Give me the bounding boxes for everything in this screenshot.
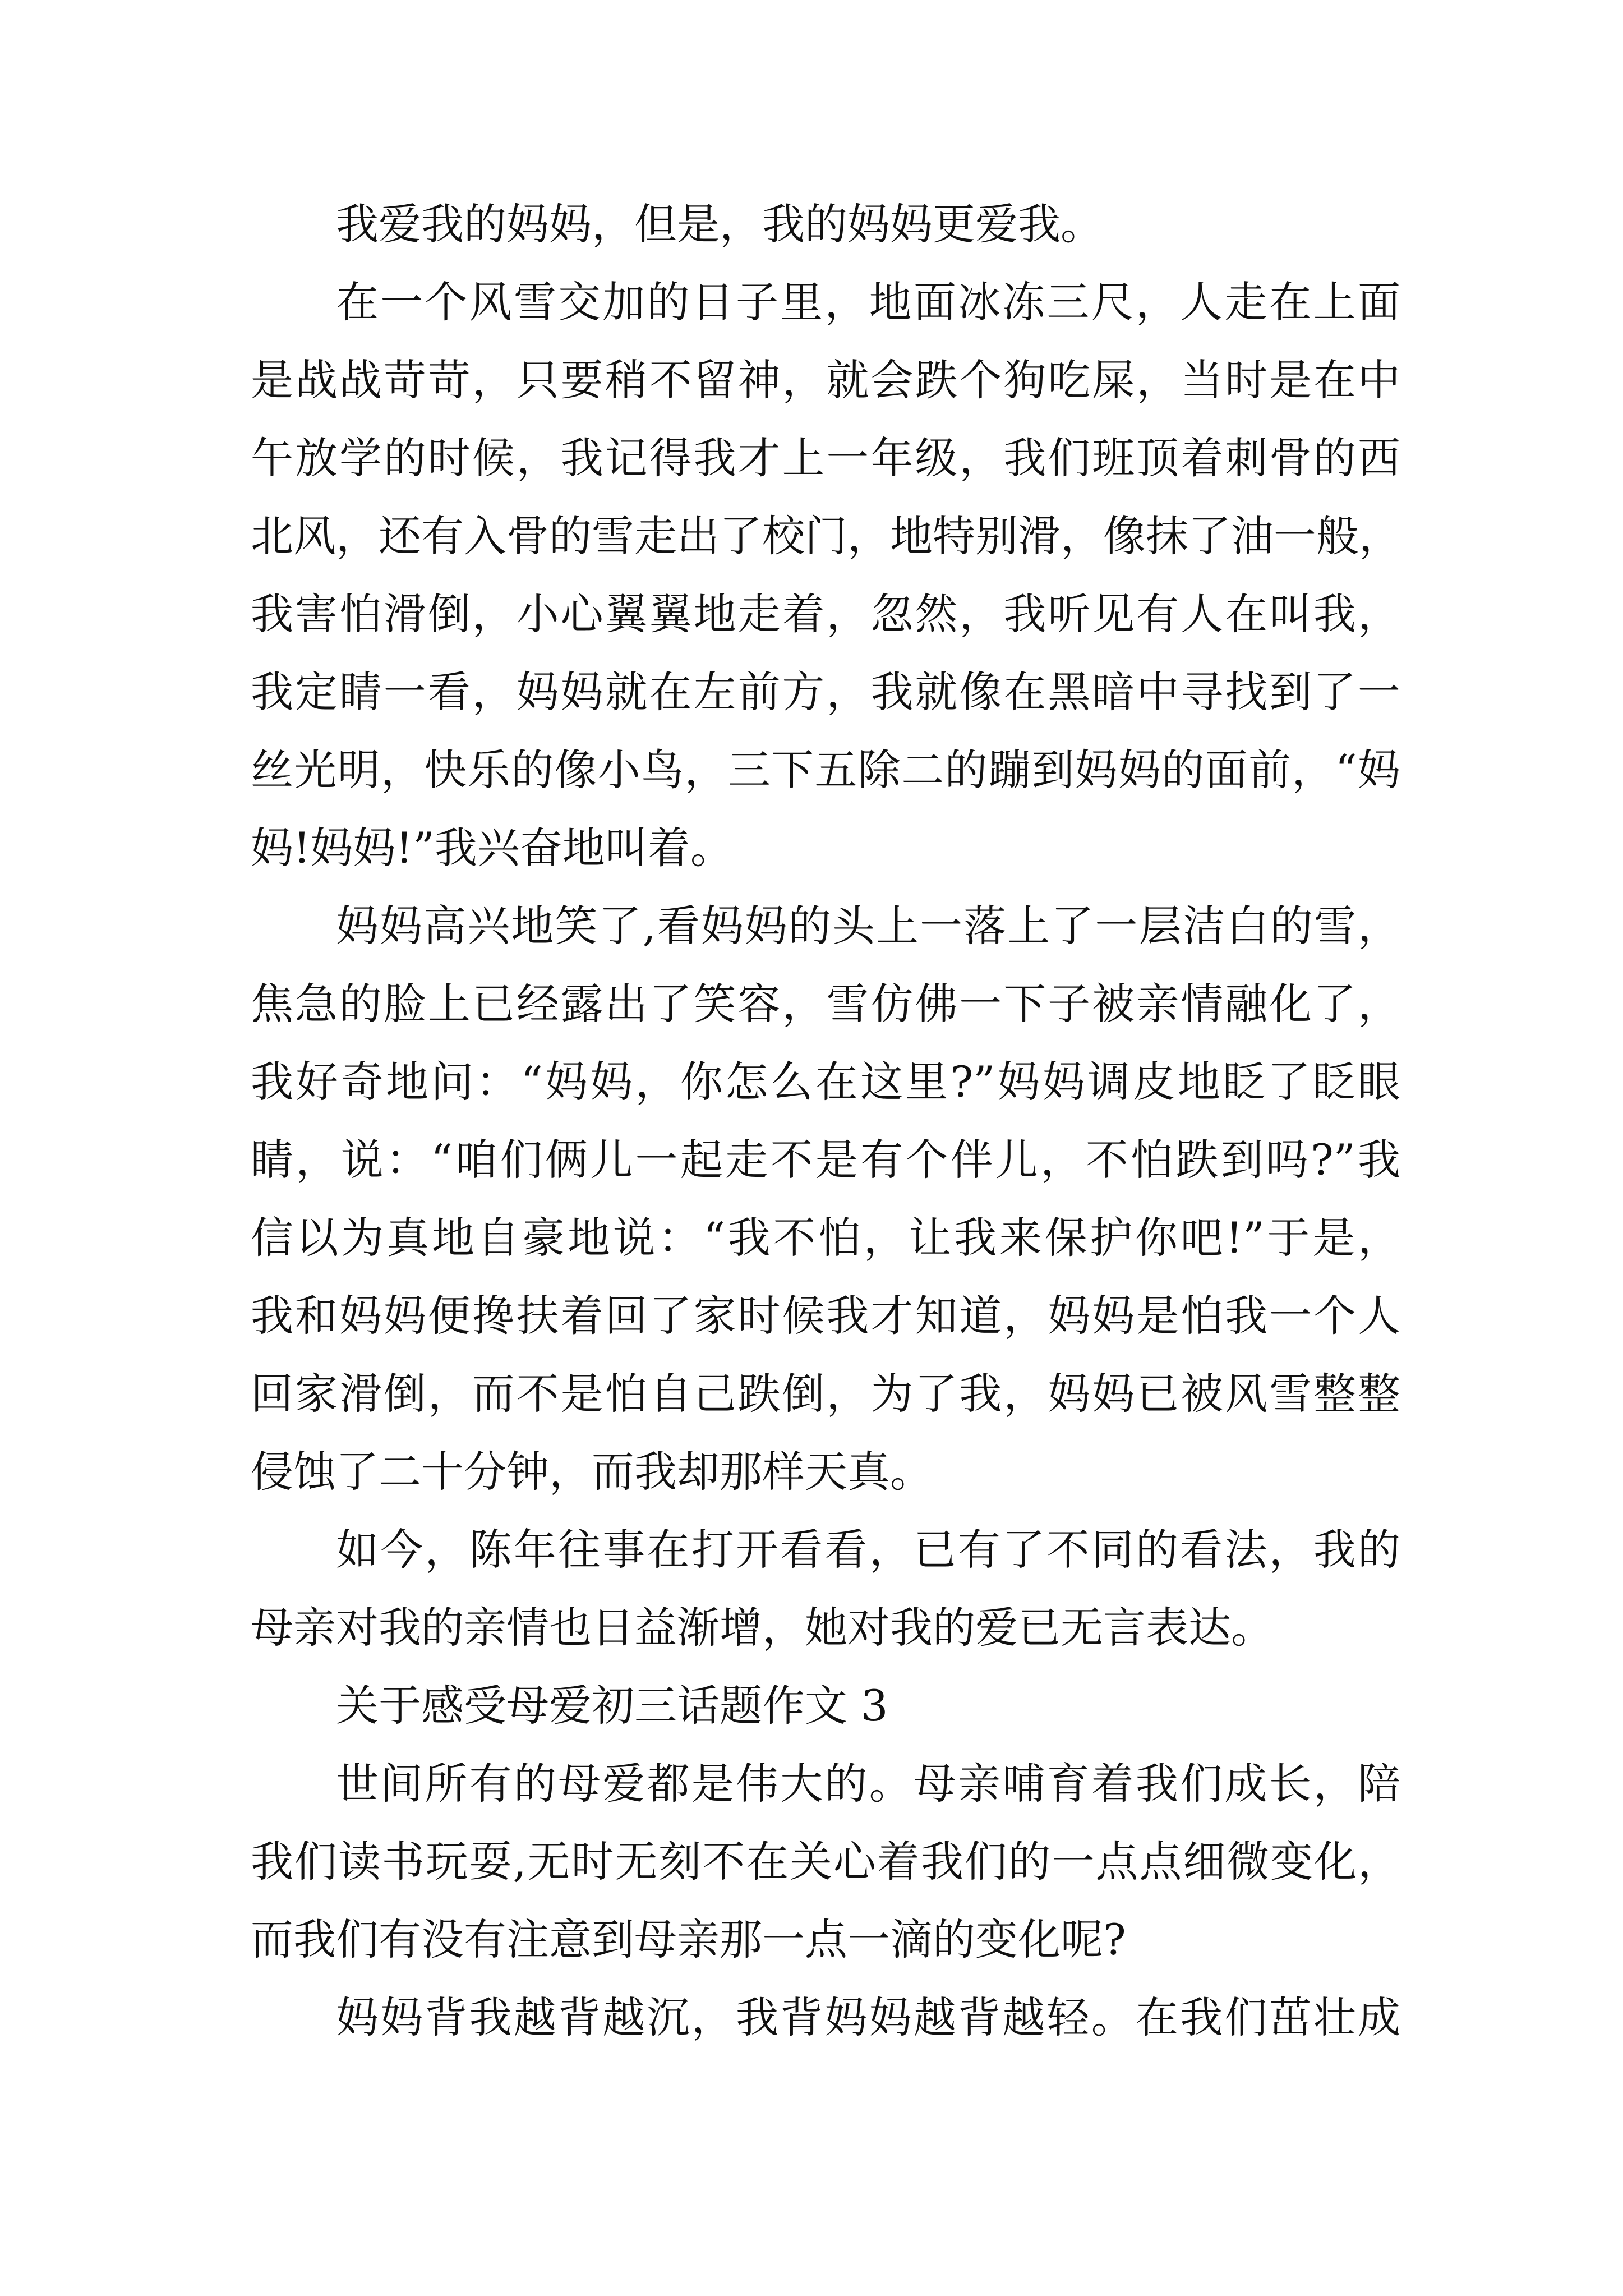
- text-line: 我好奇地问：“妈妈，你怎么在这里?”妈妈调皮地眨了眨眼: [251, 1057, 1400, 1107]
- text-line: 而我们有没有注意到母亲那一点一滴的变化呢?: [251, 1915, 1126, 1964]
- text-line: 信以为真地自豪地说：“我不怕，让我来保护你吧!”于是，: [251, 1213, 1400, 1263]
- essay-body: [251, 185, 1400, 2056]
- text-line: 妈妈背我越背越沉，我背妈妈越背越轻。在我们茁壮成: [336, 1993, 1400, 2042]
- text-line: 妈妈高兴地笑了,看妈妈的头上一落上了一层洁白的雪，: [336, 901, 1400, 951]
- text-line: 我们读书玩耍,无时无刻不在关心着我们的一点点细微变化，: [251, 1837, 1400, 1887]
- text-line: 母亲对我的亲情也日益渐增，她对我的爱已无言表达。: [251, 1603, 1274, 1653]
- text-line: 我爱我的妈妈，但是，我的妈妈更爱我。: [336, 199, 1103, 249]
- text-line: 焦急的脸上已经露出了笑容，雪仿佛一下子被亲情融化了，: [251, 979, 1400, 1029]
- text-line: 睛，说：“咱们俩儿一起走不是有个伴儿，不怕跌到吗?”我: [251, 1135, 1400, 1185]
- text-line: 如今，陈年往事在打开看看，已有了不同的看法，我的: [336, 1525, 1400, 1575]
- section-heading: 关于感受母爱初三话题作文 3: [336, 1681, 888, 1731]
- text-line: 丝光明，快乐的像小鸟，三下五除二的蹦到妈妈的面前，“妈: [251, 745, 1400, 795]
- text-line: 我定睛一看，妈妈就在左前方，我就像在黑暗中寻找到了一: [251, 667, 1400, 717]
- text-line: 午放学的时候，我记得我才上一年级，我们班顶着刺骨的西: [251, 433, 1400, 483]
- text-line: 我和妈妈便搀扶着回了家时候我才知道，妈妈是怕我一个人: [251, 1291, 1400, 1341]
- text-line: 是战战苛苛，只要稍不留神，就会跌个狗吃屎，当时是在中: [251, 355, 1400, 405]
- text-line: 在一个风雪交加的日子里，地面冰冻三尺，人走在上面: [336, 277, 1400, 327]
- text-line: 侵蚀了二十分钟，而我却那样天真。: [251, 1447, 933, 1497]
- text-line: 北风，还有入骨的雪走出了校门，地特别滑，像抹了油一般，: [251, 511, 1401, 561]
- text-line: 我害怕滑倒，小心翼翼地走着，忽然，我听见有人在叫我，: [251, 589, 1400, 639]
- text-line: 回家滑倒，而不是怕自己跌倒，为了我，妈妈已被风雪整整: [251, 1369, 1400, 1419]
- text-line: 世间所有的母爱都是伟大的。母亲哺育着我们成长，陪: [336, 1759, 1400, 1809]
- text-line: 妈!妈妈!”我兴奋地叫着。: [251, 823, 733, 873]
